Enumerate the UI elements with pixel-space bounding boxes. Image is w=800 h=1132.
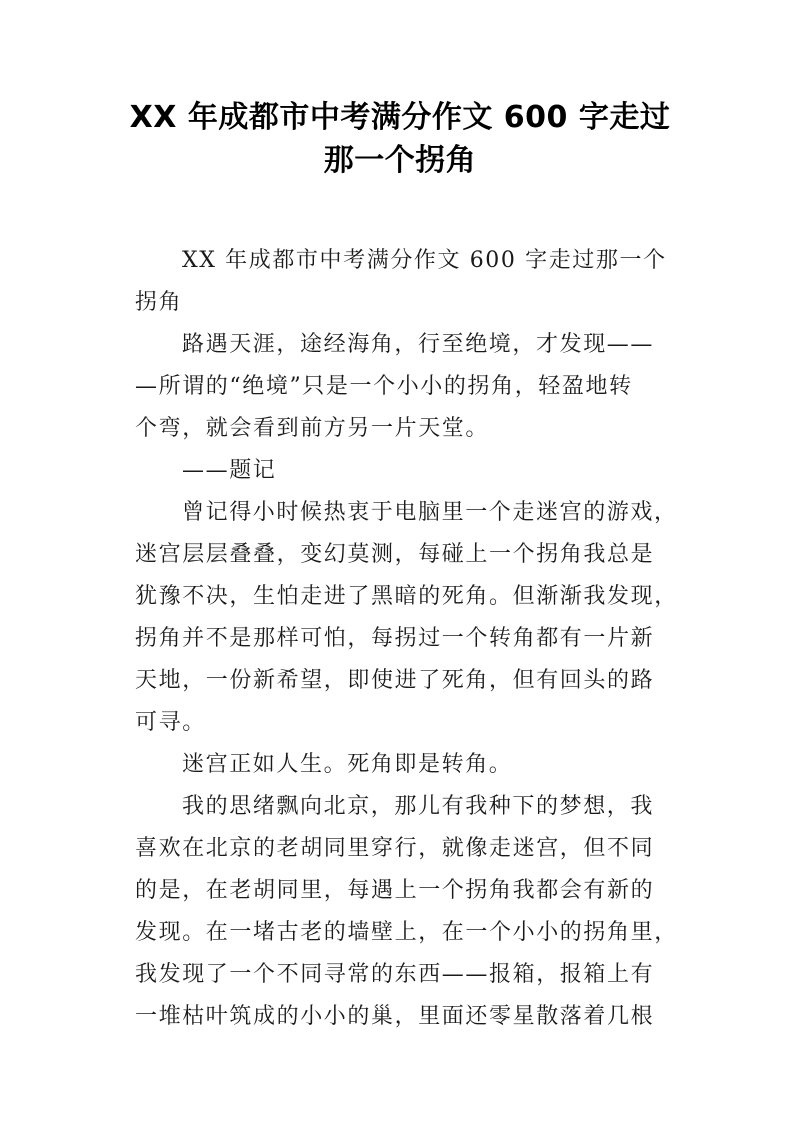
title-line-1: XX 年成都市中考满分作文 600 字走过 — [129, 100, 671, 135]
body-line: 发现。在一堵古老的墙壁上，在一个小小的拐角里， — [135, 920, 678, 945]
body-line: 迷宫层层叠叠，变幻莫测，每碰上一个拐角我总是 — [135, 542, 655, 567]
body-line: XX 年成都市中考满分作文 600 字走过那一个 — [182, 248, 667, 273]
body-line: 迷宫正如人生。死角即是转角。 — [182, 752, 513, 777]
document-title — [0, 96, 800, 182]
body-line: 路遇天涯，途经海角，行至绝境，才发现—— — [182, 332, 655, 357]
body-line: 曾记得小时候热衷于电脑里一个走迷宫的游戏， — [182, 500, 678, 525]
body-line: 天地，一份新希望，即使进了死角，但有回头的路 — [135, 668, 655, 693]
epigraph-attribution: ——题记 — [182, 458, 277, 483]
body-line: —所谓的“绝境”只是一个小小的拐角，轻盈地转 — [135, 374, 633, 399]
title-line-2: 那一个拐角 — [323, 143, 477, 178]
body-line: 我发现了一个不同寻常的东西——报箱，报箱上有 — [135, 962, 655, 987]
body-line: 拐角并不是那样可怕，每拐过一个转角都有一片新 — [135, 626, 655, 651]
document-body — [135, 240, 678, 1038]
body-line: 犹豫不决，生怕走进了黑暗的死角。但渐渐我发现， — [135, 584, 678, 609]
body-line: 喜欢在北京的老胡同里穿行，就像走迷宫，但不同 — [135, 836, 655, 861]
body-line: 个弯，就会看到前方另一片天堂。 — [135, 416, 490, 441]
body-line: 的是，在老胡同里，每遇上一个拐角我都会有新的 — [135, 878, 655, 903]
body-line: 我的思绪飘向北京，那儿有我种下的梦想，我 — [182, 794, 655, 819]
body-line: 可寻。 — [135, 710, 206, 735]
body-line: 一堆枯叶筑成的小小的巢，里面还零星散落着几根 — [135, 1004, 655, 1029]
body-line: 拐角 — [135, 290, 183, 315]
